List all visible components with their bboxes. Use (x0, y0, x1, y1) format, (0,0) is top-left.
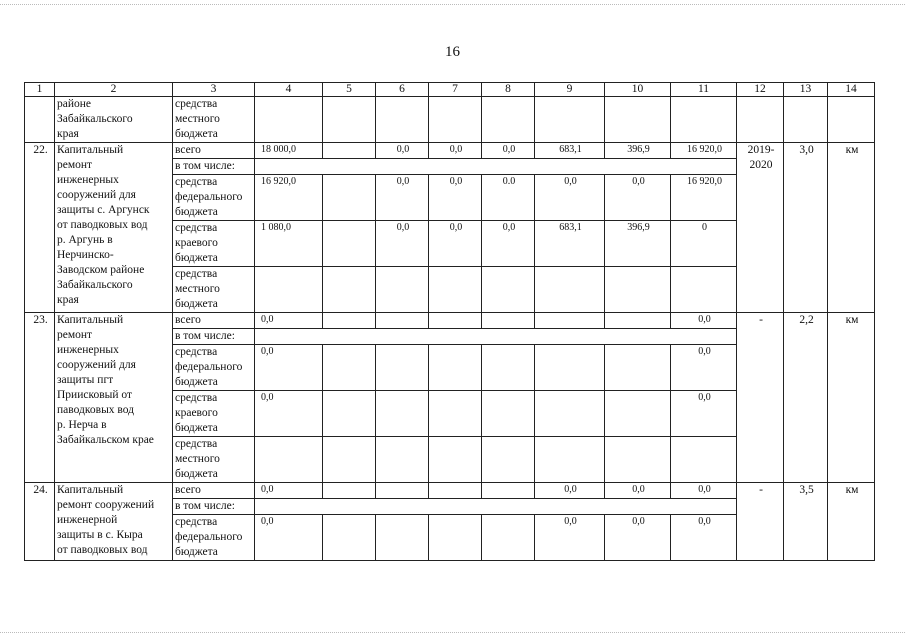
column-number-8: 8 (482, 83, 535, 97)
column-number-13: 13 (784, 83, 828, 97)
value-cell (323, 483, 376, 499)
column-number-14: 14 (828, 83, 875, 97)
funding-source-cell: средства местного бюджета (173, 267, 255, 313)
unit-cell: км (828, 143, 875, 313)
table-row (25, 483, 875, 499)
value-cell: 18 000,0 (255, 143, 323, 159)
value-cell (376, 515, 429, 561)
value-cell (429, 483, 482, 499)
period-cell: - (737, 483, 784, 561)
column-number-1: 1 (25, 83, 55, 97)
row-number-cell: 24. (25, 483, 55, 561)
funding-source-cell: средства федерального бюджета (173, 515, 255, 561)
value-cell (482, 483, 535, 499)
funding-source-cell: в том числе: (173, 329, 255, 345)
value-cell (323, 267, 376, 313)
value-cell: 0,0 (671, 391, 737, 437)
budget-table (24, 82, 875, 561)
column-number-11: 11 (671, 83, 737, 97)
value-cell (255, 267, 323, 313)
funding-source-cell: средства краевого бюджета (173, 221, 255, 267)
unit-cell: км (828, 313, 875, 483)
funding-source-cell: в том числе: (173, 159, 255, 175)
value-cell (323, 143, 376, 159)
page-bottom-edge (0, 632, 905, 633)
value-cell (429, 515, 482, 561)
column-number-7: 7 (429, 83, 482, 97)
value-cell (605, 391, 671, 437)
row-number-cell: 23. (25, 313, 55, 483)
value-cell (323, 221, 376, 267)
value-cell (671, 97, 737, 143)
value-cell: 0 (671, 221, 737, 267)
value-cell (605, 267, 671, 313)
value-cell (671, 267, 737, 313)
value-cell: 0,0 (376, 221, 429, 267)
funding-source-cell: средства краевого бюджета (173, 391, 255, 437)
object-name-cell: Капитальный ремонт инженерных сооружений для защиты с. Аргунск от паводковых вод р. Аргунь в Нерчинско- Заводском районе Забайкальского края (55, 143, 173, 313)
value-cell (255, 97, 323, 143)
value-cell: 16 920,0 (255, 175, 323, 221)
value-cell (605, 437, 671, 483)
value-cell (605, 313, 671, 329)
value-cell (323, 391, 376, 437)
funding-source-cell: средства федерального бюджета (173, 175, 255, 221)
value-cell: 16 920,0 (671, 143, 737, 159)
value-cell: 396,9 (605, 221, 671, 267)
funding-source-cell: в том числе: (173, 499, 255, 515)
value-cell (535, 345, 605, 391)
value-cell: 0,0 (535, 483, 605, 499)
value-cell: 0.0 (482, 175, 535, 221)
value-cell (828, 97, 875, 143)
page-number: 16 (445, 44, 460, 60)
value-cell (323, 515, 376, 561)
value-cell (605, 97, 671, 143)
value-cell: 0,0 (535, 515, 605, 561)
value-cell: 0,0 (376, 143, 429, 159)
value-cell (429, 437, 482, 483)
table-row (25, 143, 875, 159)
value-cell (535, 437, 605, 483)
value-cell (376, 97, 429, 143)
value-cell: 396,9 (605, 143, 671, 159)
column-number-row (25, 83, 875, 97)
value-cell (482, 313, 535, 329)
value-cell (323, 313, 376, 329)
value-cell (255, 159, 737, 175)
funding-source-cell: средства федерального бюджета (173, 345, 255, 391)
value-cell (671, 437, 737, 483)
value-cell (323, 97, 376, 143)
value-cell (482, 267, 535, 313)
column-number-2: 2 (55, 83, 173, 97)
funding-source-cell: всего (173, 483, 255, 499)
value-cell (376, 437, 429, 483)
value-cell: 0,0 (482, 221, 535, 267)
value-cell: 0,0 (255, 313, 323, 329)
funding-source-cell: всего (173, 313, 255, 329)
value-cell (429, 313, 482, 329)
value-cell: 0,0 (429, 143, 482, 159)
unit-cell: км (828, 483, 875, 561)
table-row (25, 313, 875, 329)
value-cell (784, 97, 828, 143)
length-cell: 2,2 (784, 313, 828, 483)
column-number-6: 6 (376, 83, 429, 97)
column-number-10: 10 (605, 83, 671, 97)
value-cell (429, 391, 482, 437)
value-cell: 0,0 (255, 515, 323, 561)
value-cell (323, 345, 376, 391)
value-cell (605, 345, 671, 391)
value-cell: 0,0 (376, 175, 429, 221)
column-number-4: 4 (255, 83, 323, 97)
value-cell (429, 345, 482, 391)
value-cell: 683,1 (535, 143, 605, 159)
column-number-3: 3 (173, 83, 255, 97)
object-name-cell: Капитальный ремонт инженерных сооружений для защиты пгт Приисковый от паводковых вод р. Нерча в Забайкальском крае (55, 313, 173, 483)
value-cell: 0,0 (255, 391, 323, 437)
value-cell: 16 920,0 (671, 175, 737, 221)
value-cell (482, 345, 535, 391)
value-cell: 683,1 (535, 221, 605, 267)
value-cell (535, 267, 605, 313)
value-cell (535, 97, 605, 143)
funding-source-cell: средства местного бюджета (173, 437, 255, 483)
column-number-9: 9 (535, 83, 605, 97)
value-cell: 0,0 (671, 483, 737, 499)
value-cell: 0,0 (671, 345, 737, 391)
value-cell (482, 97, 535, 143)
value-cell: 0,0 (605, 175, 671, 221)
object-name-cell: районе Забайкальского края (55, 97, 173, 143)
value-cell (737, 97, 784, 143)
value-cell: 0,0 (671, 313, 737, 329)
column-number-5: 5 (323, 83, 376, 97)
value-cell: 0,0 (482, 143, 535, 159)
value-cell (482, 391, 535, 437)
value-cell (535, 313, 605, 329)
column-number-12: 12 (737, 83, 784, 97)
row-number-cell (25, 97, 55, 143)
value-cell (323, 437, 376, 483)
value-cell (376, 267, 429, 313)
length-cell: 3,5 (784, 483, 828, 561)
value-cell: 0,0 (429, 221, 482, 267)
funding-source-cell: всего (173, 143, 255, 159)
period-cell: - (737, 313, 784, 483)
value-cell (535, 391, 605, 437)
value-cell: 0,0 (605, 483, 671, 499)
value-cell (429, 97, 482, 143)
length-cell: 3,0 (784, 143, 828, 313)
value-cell (255, 329, 737, 345)
value-cell (376, 391, 429, 437)
value-cell: 0,0 (255, 483, 323, 499)
page-top-edge (0, 4, 905, 5)
value-cell (323, 175, 376, 221)
value-cell (255, 437, 323, 483)
row-number-cell: 22. (25, 143, 55, 313)
value-cell: 0,0 (535, 175, 605, 221)
value-cell (255, 499, 737, 515)
value-cell (429, 267, 482, 313)
object-name-cell: Капитальный ремонт сооружений инженерной защиты в с. Кыра от паводковых вод (55, 483, 173, 561)
value-cell (376, 483, 429, 499)
value-cell: 0,0 (429, 175, 482, 221)
period-cell: 2019- 2020 (737, 143, 784, 313)
funding-source-cell: средства местного бюджета (173, 97, 255, 143)
value-cell (376, 313, 429, 329)
value-cell (482, 515, 535, 561)
value-cell (482, 437, 535, 483)
table-row (25, 97, 875, 143)
value-cell: 0,0 (255, 345, 323, 391)
value-cell: 0,0 (605, 515, 671, 561)
value-cell: 0,0 (671, 515, 737, 561)
value-cell: 1 080,0 (255, 221, 323, 267)
value-cell (376, 345, 429, 391)
